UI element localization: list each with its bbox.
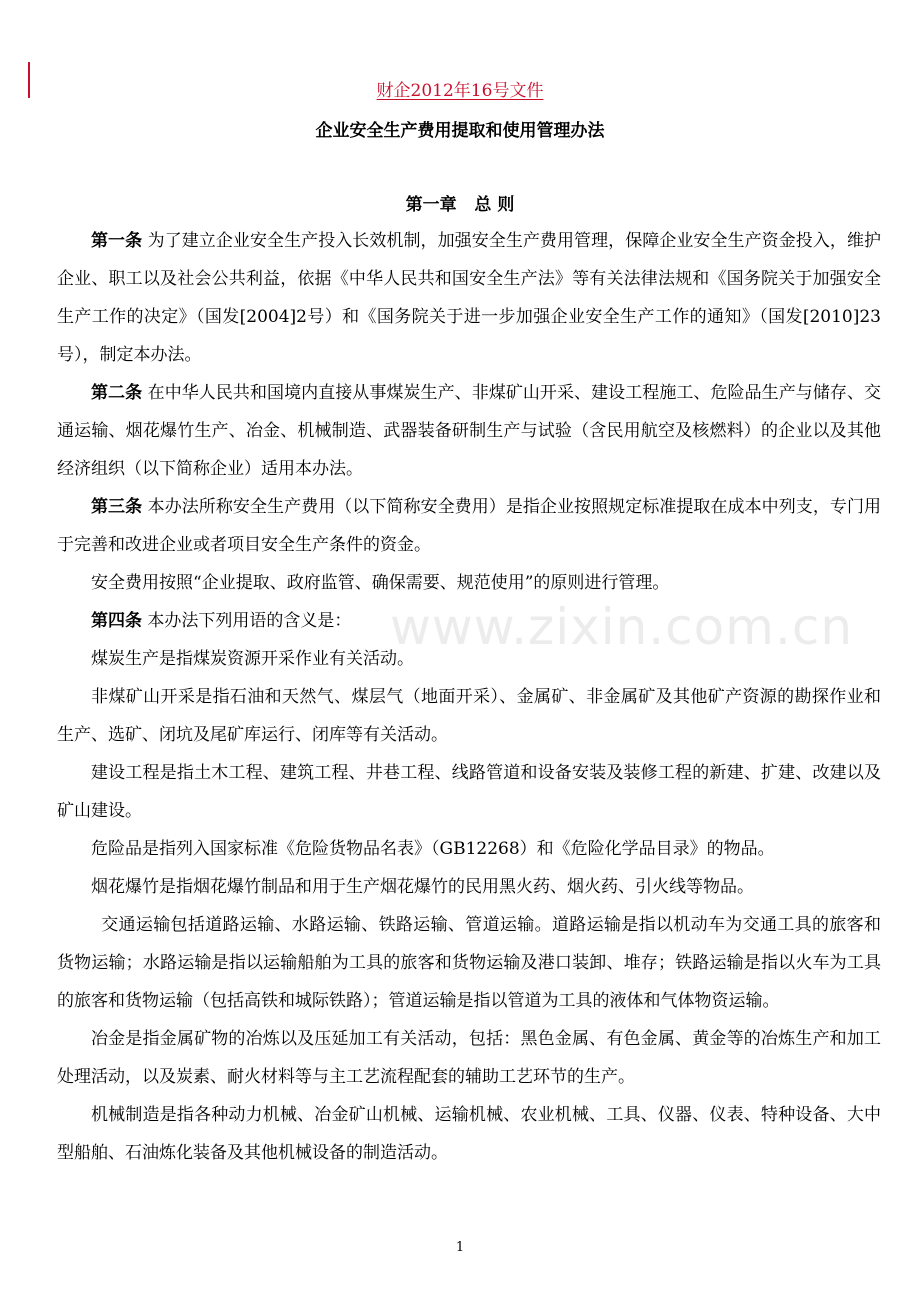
definition-machinery: 机械制造是指各种动力机械、冶金矿山机械、运输机械、农业机械、工具、仪器、仪表、特种设备、大中型船舶、石油炼化装备及其他机械设备的制造活动。 xyxy=(57,1105,881,1163)
article-label: 第二条 xyxy=(91,383,143,403)
paragraph: 安全费用按照“企业提取、政府监管、确保需要、规范使用”的原则进行管理。 xyxy=(91,573,670,593)
article-label: 第一条 xyxy=(91,231,143,251)
definition-metallurgy: 冶金是指金属矿物的冶炼以及压延加工有关活动，包括：黑色金属、有色金属、黄金等的冶炼生产和加工处理活动，以及炭素、耐火材料等与主工艺流程配套的辅助工艺环节的生产。 xyxy=(57,1029,881,1087)
article-label: 第三条 xyxy=(91,497,143,517)
document-reference: 财企2012年16号文件 xyxy=(376,81,544,101)
article-label: 第四条 xyxy=(91,611,142,631)
definition-coal: 煤炭生产是指煤炭资源开采作业有关活动。 xyxy=(91,649,414,669)
definition-fireworks: 烟花爆竹是指烟花爆竹制品和用于生产烟花爆竹的民用黑火药、烟火药、引火线等物品。 xyxy=(91,877,754,897)
article-text: 为了建立企业安全生产投入长效机制，加强安全生产费用管理，保障企业安全生产资金投入，维护企业、职工以及社会公共利益，依据《中华人民共和国安全生产法》等有关法律法规和《国务院关于加强安全生产工作的决定》（国发[2004]2号）和《国务院关于进一步加强企业安全生产工作的通知》（国发[2010]23号），制定本办法。 xyxy=(57,231,881,365)
definition-hazardous-goods: 危险品是指列入国家标准《危险货物品名表》（GB12268）和《危险化学品目录》的物品。 xyxy=(91,839,775,859)
definition-non-coal-mining: 非煤矿山开采是指石油和天然气、煤层气（地面开采）、金属矿、非金属矿及其他矿产资源的勘探作业和生产、选矿、闭坑及尾矿库运行、闭库等有关活动。 xyxy=(57,687,881,745)
page-number: 1 xyxy=(455,1240,465,1255)
document-body xyxy=(57,222,881,1172)
article-text: 在中华人民共和国境内直接从事煤炭生产、非煤矿山开采、建设工程施工、危险品生产与储存、交通运输、烟花爆竹生产、冶金、机械制造、武器装备研制生产与试验（含民用航空及核燃料）的企业以及其他经济组织（以下简称企业）适用本办法。 xyxy=(57,383,881,479)
definition-transport: 交通运输包括道路运输、水路运输、铁路运输、管道运输。道路运输是指以机动车为交通工具的旅客和货物运输；水路运输是指以运输船舶为工具的旅客和货物运输及港口装卸、堆存；铁路运输是指以火车为工具的旅客和货物运输（包括高铁和城际铁路）；管道运输是指以管道为工具的液体和气体物资运输。 xyxy=(57,915,881,1011)
article-2 xyxy=(57,374,881,488)
article-text: 本办法下列用语的含义是： xyxy=(142,611,352,631)
article-1 xyxy=(57,222,881,374)
article-text: 本办法所称安全生产费用（以下简称安全费用）是指企业按照规定标准提取在成本中列支，专门用于完善和改进企业或者项目安全生产条件的资金。 xyxy=(57,497,881,555)
chapter-heading: 第一章 总 则 xyxy=(405,195,515,215)
definition-construction: 建设工程是指土木工程、建筑工程、井巷工程、线路管道和设备安装及装修工程的新建、扩建、改建以及矿山建设。 xyxy=(57,763,881,821)
document-title: 企业安全生产费用提取和使用管理办法 xyxy=(315,121,605,141)
article-4 xyxy=(57,602,881,640)
article-3 xyxy=(57,488,881,564)
watermark: www.zixin.com.cn xyxy=(390,598,854,656)
